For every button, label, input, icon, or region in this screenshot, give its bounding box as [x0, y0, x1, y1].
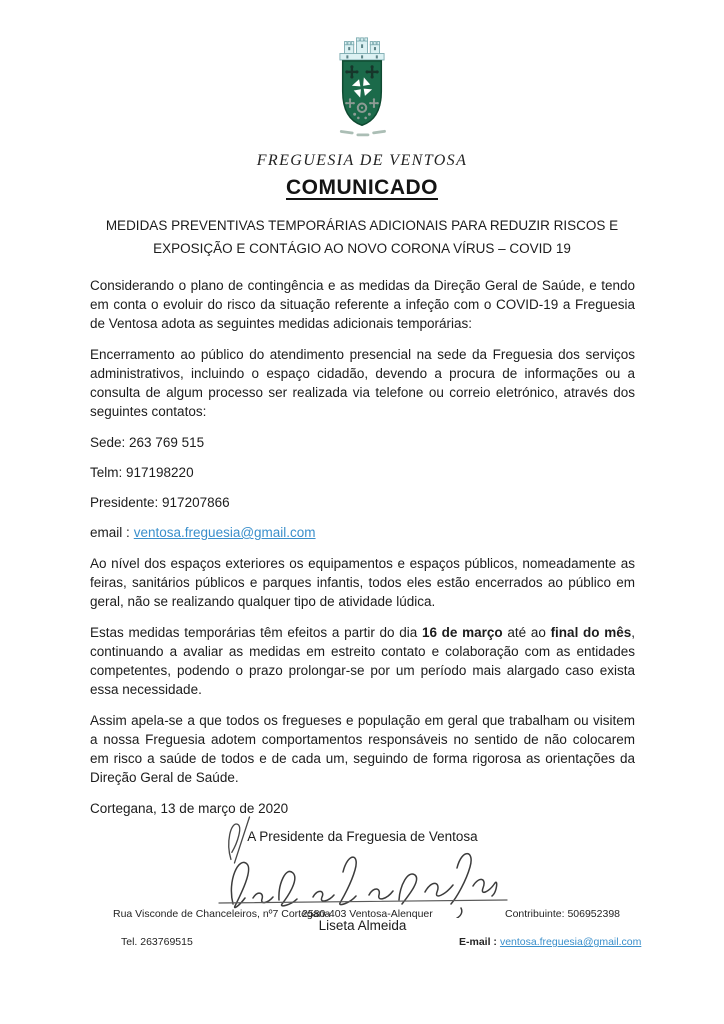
- footer-postal-code: 2580-403 Ventosa-Alenquer: [302, 908, 433, 920]
- p4-pre: Estas medidas temporárias têm efeitos a partir do dia: [90, 625, 422, 640]
- coat-of-arms: [0, 0, 724, 140]
- paragraph-apelo: Assim apela-se a que todos os fregueses e população em geral que trabalham ou visitem a nossa Freguesia adotem comportamentos responsáveis no sentido de não colocarem em risco a saúde de todos e de cada um, seguindo de forma rigorosa as orientações da Direção Geral de Saúde.: [90, 713, 635, 785]
- contact-presidente: Presidente: 917207866: [90, 495, 230, 510]
- footer-address: Rua Visconde de Chanceleiros, nº7 Cortegana: [113, 908, 331, 920]
- footer-email-line: [459, 936, 641, 948]
- footer-email-link[interactable]: ventosa.freguesia@gmail.com: [499, 936, 642, 948]
- footer-telephone: Tel. 263769515: [121, 936, 193, 948]
- contact-email-line: [90, 523, 635, 542]
- signature-role-line: A Presidente da Freguesia de Ventosa: [247, 827, 477, 846]
- org-name: FREGUESIA DE VENTOSA: [256, 152, 468, 169]
- paragraph-espacos-exteriores: Ao nível dos espaços exteriores os equipamentos e espaços públicos, nomeadamente as feiras, sanitários públicos e parques infantis, todos eles estão encerrados ao público em geral, não se realizando qualquer tipo de atividade lúdica.: [90, 556, 635, 609]
- p4-bold-date: 16 de março: [421, 625, 503, 640]
- motto-marks: [340, 130, 386, 137]
- email-link[interactable]: ventosa.freguesia@gmail.com: [133, 525, 316, 540]
- mural-crown-icon: [340, 38, 384, 60]
- paragraph-encerramento: Encerramento ao público do atendimento presencial na sede da Freguesia dos serviços administrativos, incluindo o espaço cidadão, devendo a procura de informações ou a consulta de algum processo ser realizada via telefone ou correio eletrónico, através dos seguintes contatos:: [90, 347, 635, 419]
- date-line: Cortegana, 13 de março de 2020: [90, 801, 289, 816]
- p4-post: , continuando a avaliar as medidas em estreito contato e colaboração com as entidades competentes, podendo o prazo prolongar-se por um período mais alargado caso exista essa necessidade.: [90, 625, 635, 697]
- footer-email-label: E-mail :: [459, 936, 497, 948]
- signatory-name: Liseta Almeida: [318, 918, 407, 933]
- p4-mid: até ao: [502, 625, 551, 640]
- handwritten-p-mark-icon: [223, 815, 253, 865]
- document-body: [0, 276, 724, 933]
- ventosa-crest-icon: [316, 36, 408, 140]
- contact-sede: Sede: 263 769 515: [90, 435, 205, 450]
- paragraph-considerando: Considerando o plano de contingência e as medidas da Direção Geral de Saúde, e tendo em conta o evoluir do risco da situação referente a infeção com o COVID-19 a Freguesia de Ventosa adota as seguintes medidas adicionais temporárias:: [90, 278, 635, 331]
- email-label: email :: [90, 525, 130, 540]
- subtitle: MEDIDAS PREVENTIVAS TEMPORÁRIAS ADICIONAIS PARA REDUZIR RISCOS E EXPOSIÇÃO E CONTÁGIO AO NOVO CORONA VÍRUS – COVID 19: [105, 218, 619, 256]
- footer-contribuinte: Contribuinte: 506952398: [505, 908, 621, 920]
- contact-telm: Telm: 917198220: [90, 465, 194, 480]
- shield-shape: [343, 61, 382, 125]
- p4-bold-final: final do mês: [550, 625, 632, 640]
- page-title: COMUNICADO: [286, 176, 438, 199]
- paragraph-medidas-temporarias: [90, 623, 635, 699]
